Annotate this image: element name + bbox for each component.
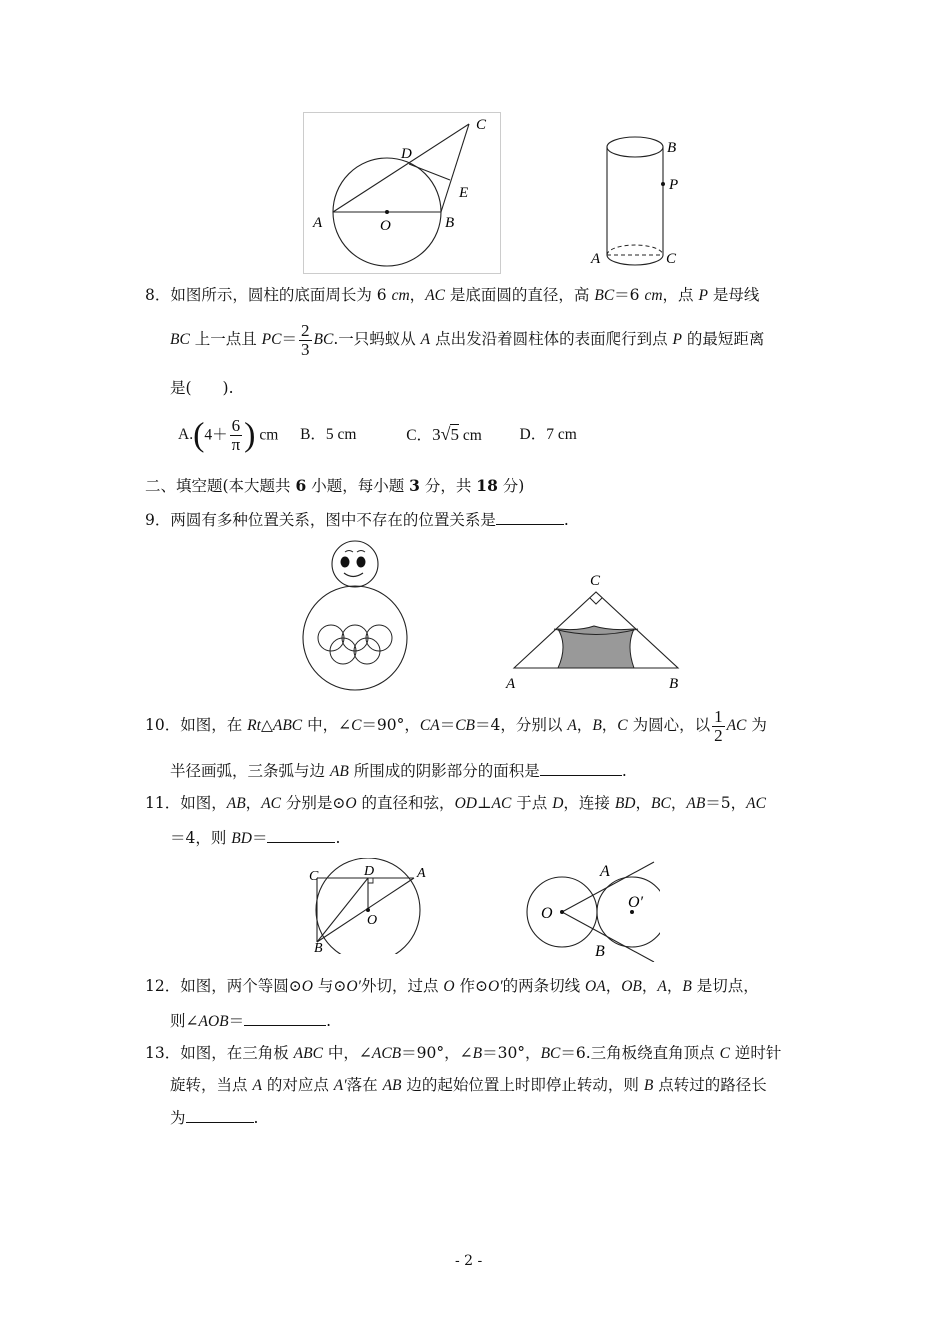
label-o: O <box>367 913 378 928</box>
figure-triangle-arcs <box>500 568 695 696</box>
label-c: C <box>590 573 601 589</box>
page-number: - 2 - <box>455 1253 483 1269</box>
answer-blank[interactable] <box>186 1106 254 1123</box>
q8-line3: 是( ). <box>170 379 234 397</box>
q11-line2: ＝4，则 BD＝ . <box>170 826 340 850</box>
label-b: B <box>667 140 677 156</box>
label-a: A <box>591 251 601 267</box>
option-c: C．3√5 cm <box>406 424 482 444</box>
answer-blank[interactable] <box>496 508 564 525</box>
q10-line1: 10．如图，在 Rt△ABC 中，∠C＝90°，CA＝CB＝4，分别以 A，B，C 为圆心，以 $\frac{1}{2}$ AC 为 <box>145 706 767 745</box>
q8-line2: BC 上一点且 PC＝ $\frac{2}{3}$ BC.一只蚂蚁从 A 点出发沿着圆柱体的表面爬行到点 P 的最短距离 <box>170 320 765 359</box>
section-2-heading: 二、填空题(本大题共 6 小题，每小题 3 分，共 18 分) <box>145 476 525 495</box>
label-c: C <box>666 251 677 267</box>
label-e: E <box>459 185 469 201</box>
label-c: C <box>476 117 487 133</box>
q12-line1: 12．如图，两个等圆⊙O 与⊙O′外切，过点 O 作⊙O′的两条切线 OA，OB，A，B 是切点， <box>145 977 759 995</box>
q9-text: 9．两圆有多种位置关系，图中不存在的位置关系是 . <box>145 508 569 531</box>
option-d: D．7 cm <box>519 426 577 443</box>
q12-line2: 则∠AOB＝ . <box>170 1009 331 1033</box>
q13-line1: 13．如图，在三角板 ABC 中，∠ACB＝90°，∠B＝30°，BC＝6.三角板绕直角顶点 C 逆时针 <box>145 1044 782 1062</box>
label-d: D <box>364 864 375 879</box>
label-a: A <box>417 866 426 881</box>
fraction-two-thirds: $\frac{2}{3}$ <box>301 320 310 359</box>
label-a: A <box>313 215 323 231</box>
label-b: B <box>314 941 323 954</box>
label-c: C <box>309 869 319 884</box>
figure-cylinder <box>585 130 695 272</box>
figure-circle-tangent <box>303 112 501 274</box>
label-b: B <box>445 215 455 231</box>
label-b: B <box>669 676 679 692</box>
label-p: P <box>669 177 679 193</box>
answer-blank[interactable] <box>540 759 622 776</box>
q8-options <box>178 412 577 458</box>
label-o-prime: O′ <box>628 894 644 911</box>
q8-line1: 8．如图所示，圆柱的底面周长为 6 cm，AC 是底面圆的直径，高 BC＝6 cm，点 P 是母线 <box>145 286 760 304</box>
answer-blank[interactable] <box>267 826 335 843</box>
label-o: O <box>380 218 391 234</box>
figure-snowman-circles <box>300 538 410 693</box>
label-b: B <box>595 943 605 960</box>
q13-line2: 旋转，当点 A 的对应点 A′落在 AB 边的起始位置上时即停止转动，则 B 点转过的路径长 <box>170 1076 767 1094</box>
label-a: A <box>506 676 516 692</box>
q10-line2: 半径画弧，三条弧与边 AB 所围成的阴影部分的面积是 . <box>170 759 627 783</box>
figure-circle-chord <box>306 858 436 954</box>
label-d: D <box>401 146 412 162</box>
q13-line3: 为 . <box>170 1106 258 1129</box>
label-o: O <box>541 905 553 922</box>
answer-blank[interactable] <box>244 1009 326 1026</box>
figure-two-circles-tangents <box>520 856 660 962</box>
option-b: B．5 cm <box>300 426 357 443</box>
q11-line1: 11．如图，AB，AC 分别是⊙O 的直径和弦，OD⊥AC 于点 D，连接 BD，BC，AB＝5，AC <box>145 794 766 812</box>
option-a: A.(4＋ $\frac{6}{\pi}$ ) cm <box>178 415 279 454</box>
fraction-one-half: $\frac{1}{2}$ <box>714 706 723 745</box>
label-a: A <box>600 863 610 880</box>
